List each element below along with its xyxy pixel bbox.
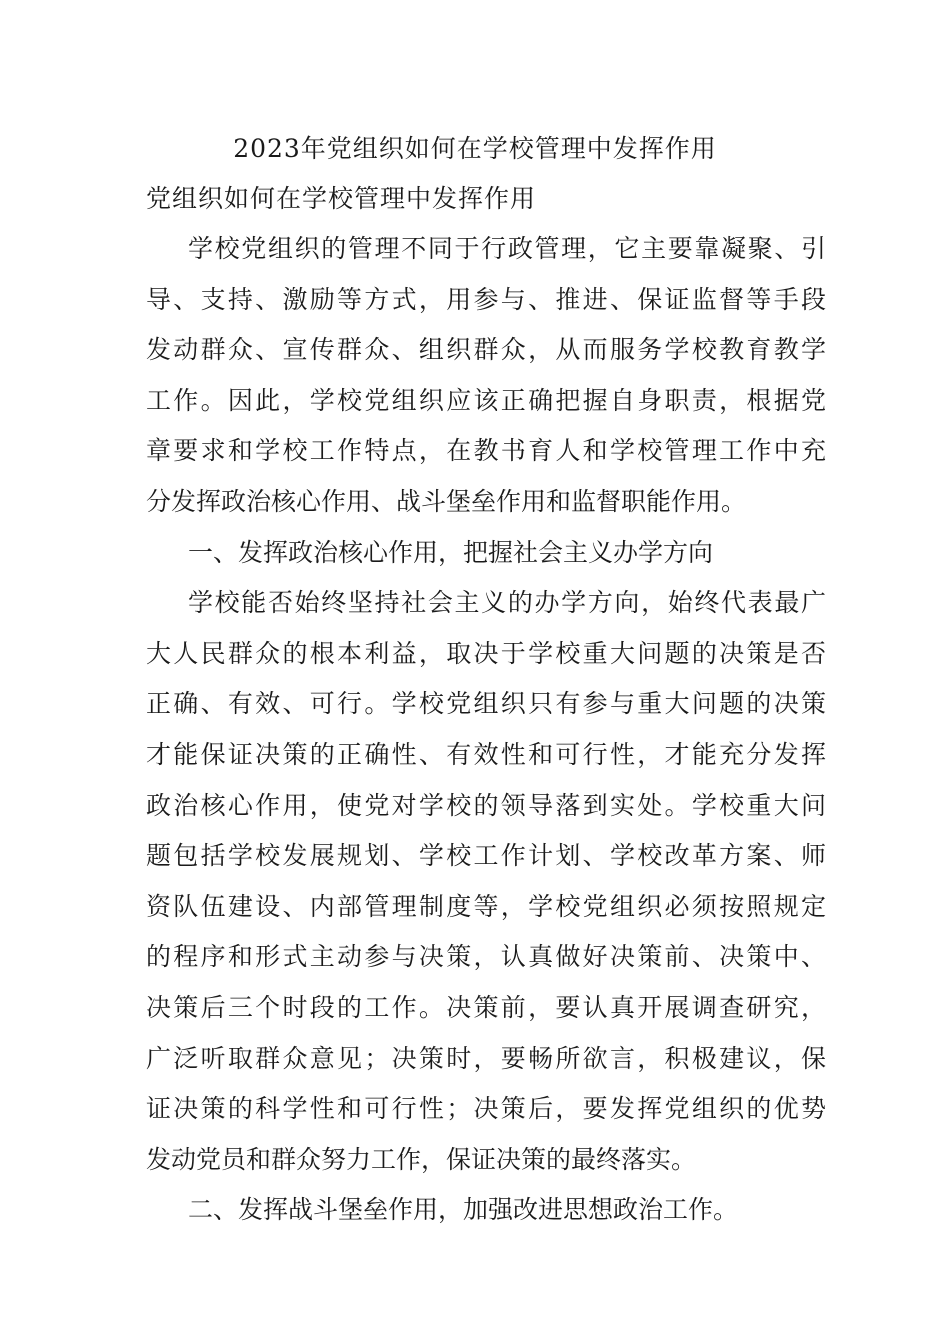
body-line: 学校党组织的管理不同于行政管理，它主要靠凝聚、引 [188,234,826,263]
body-line: 发动党员和群众努力工作，保证决策的最终落实。 [146,1144,697,1174]
body-line: 发动群众、宣传群众、组织群众，从而服务学校教育教学 [146,335,826,365]
document-title: 2023年党组织如何在学校管理中发挥作用 [233,134,717,163]
body-line: 导、支持、激励等方式，用参与、推进、保证监督等手段 [146,284,826,314]
body-line: 才能保证决策的正确性、有效性和可行性，才能充分发挥 [146,740,826,769]
body-line: 广泛听取群众意见；决策时，要畅所欲言，积极建议，保 [146,1043,826,1073]
body-line: 正确、有效、可行。学校党组织只有参与重大问题的决策 [146,689,826,719]
body-line: 的程序和形式主动参与决策，认真做好决策前、决策中、 [146,942,826,972]
body-line: 资队伍建设、内部管理制度等，学校党组织必须按照规定 [146,891,826,921]
document-subtitle: 党组织如何在学校管理中发挥作用 [146,184,537,213]
body-line: 决策后三个时段的工作。决策前，要认真开展调查研究， [146,993,826,1022]
body-line: 政治核心作用，使党对学校的领导落到实处。学校重大问 [146,790,826,820]
body-line: 证决策的科学性和可行性；决策后，要发挥党组织的优势 [146,1094,826,1124]
body-line: 大人民群众的根本利益，取决于学校重大问题的决策是否 [146,638,826,668]
body-line: 题包括学校发展规划、学校工作计划、学校改革方案、师 [146,841,826,871]
body-line: 二、发挥战斗堡垒作用，加强改进思想政治工作。 [188,1195,739,1225]
body-line: 学校能否始终坚持社会主义的办学方向，始终代表最广 [188,588,826,618]
body-line: 工作。因此，学校党组织应该正确把握自身职责，根据党 [146,385,826,415]
body-line: 章要求和学校工作特点，在教书育人和学校管理工作中充 [146,436,826,466]
body-line: 分发挥政治核心作用、战斗堡垒作用和监督职能作用。 [146,487,747,516]
body-line: 一、发挥政治核心作用，把握社会主义办学方向 [188,537,714,567]
